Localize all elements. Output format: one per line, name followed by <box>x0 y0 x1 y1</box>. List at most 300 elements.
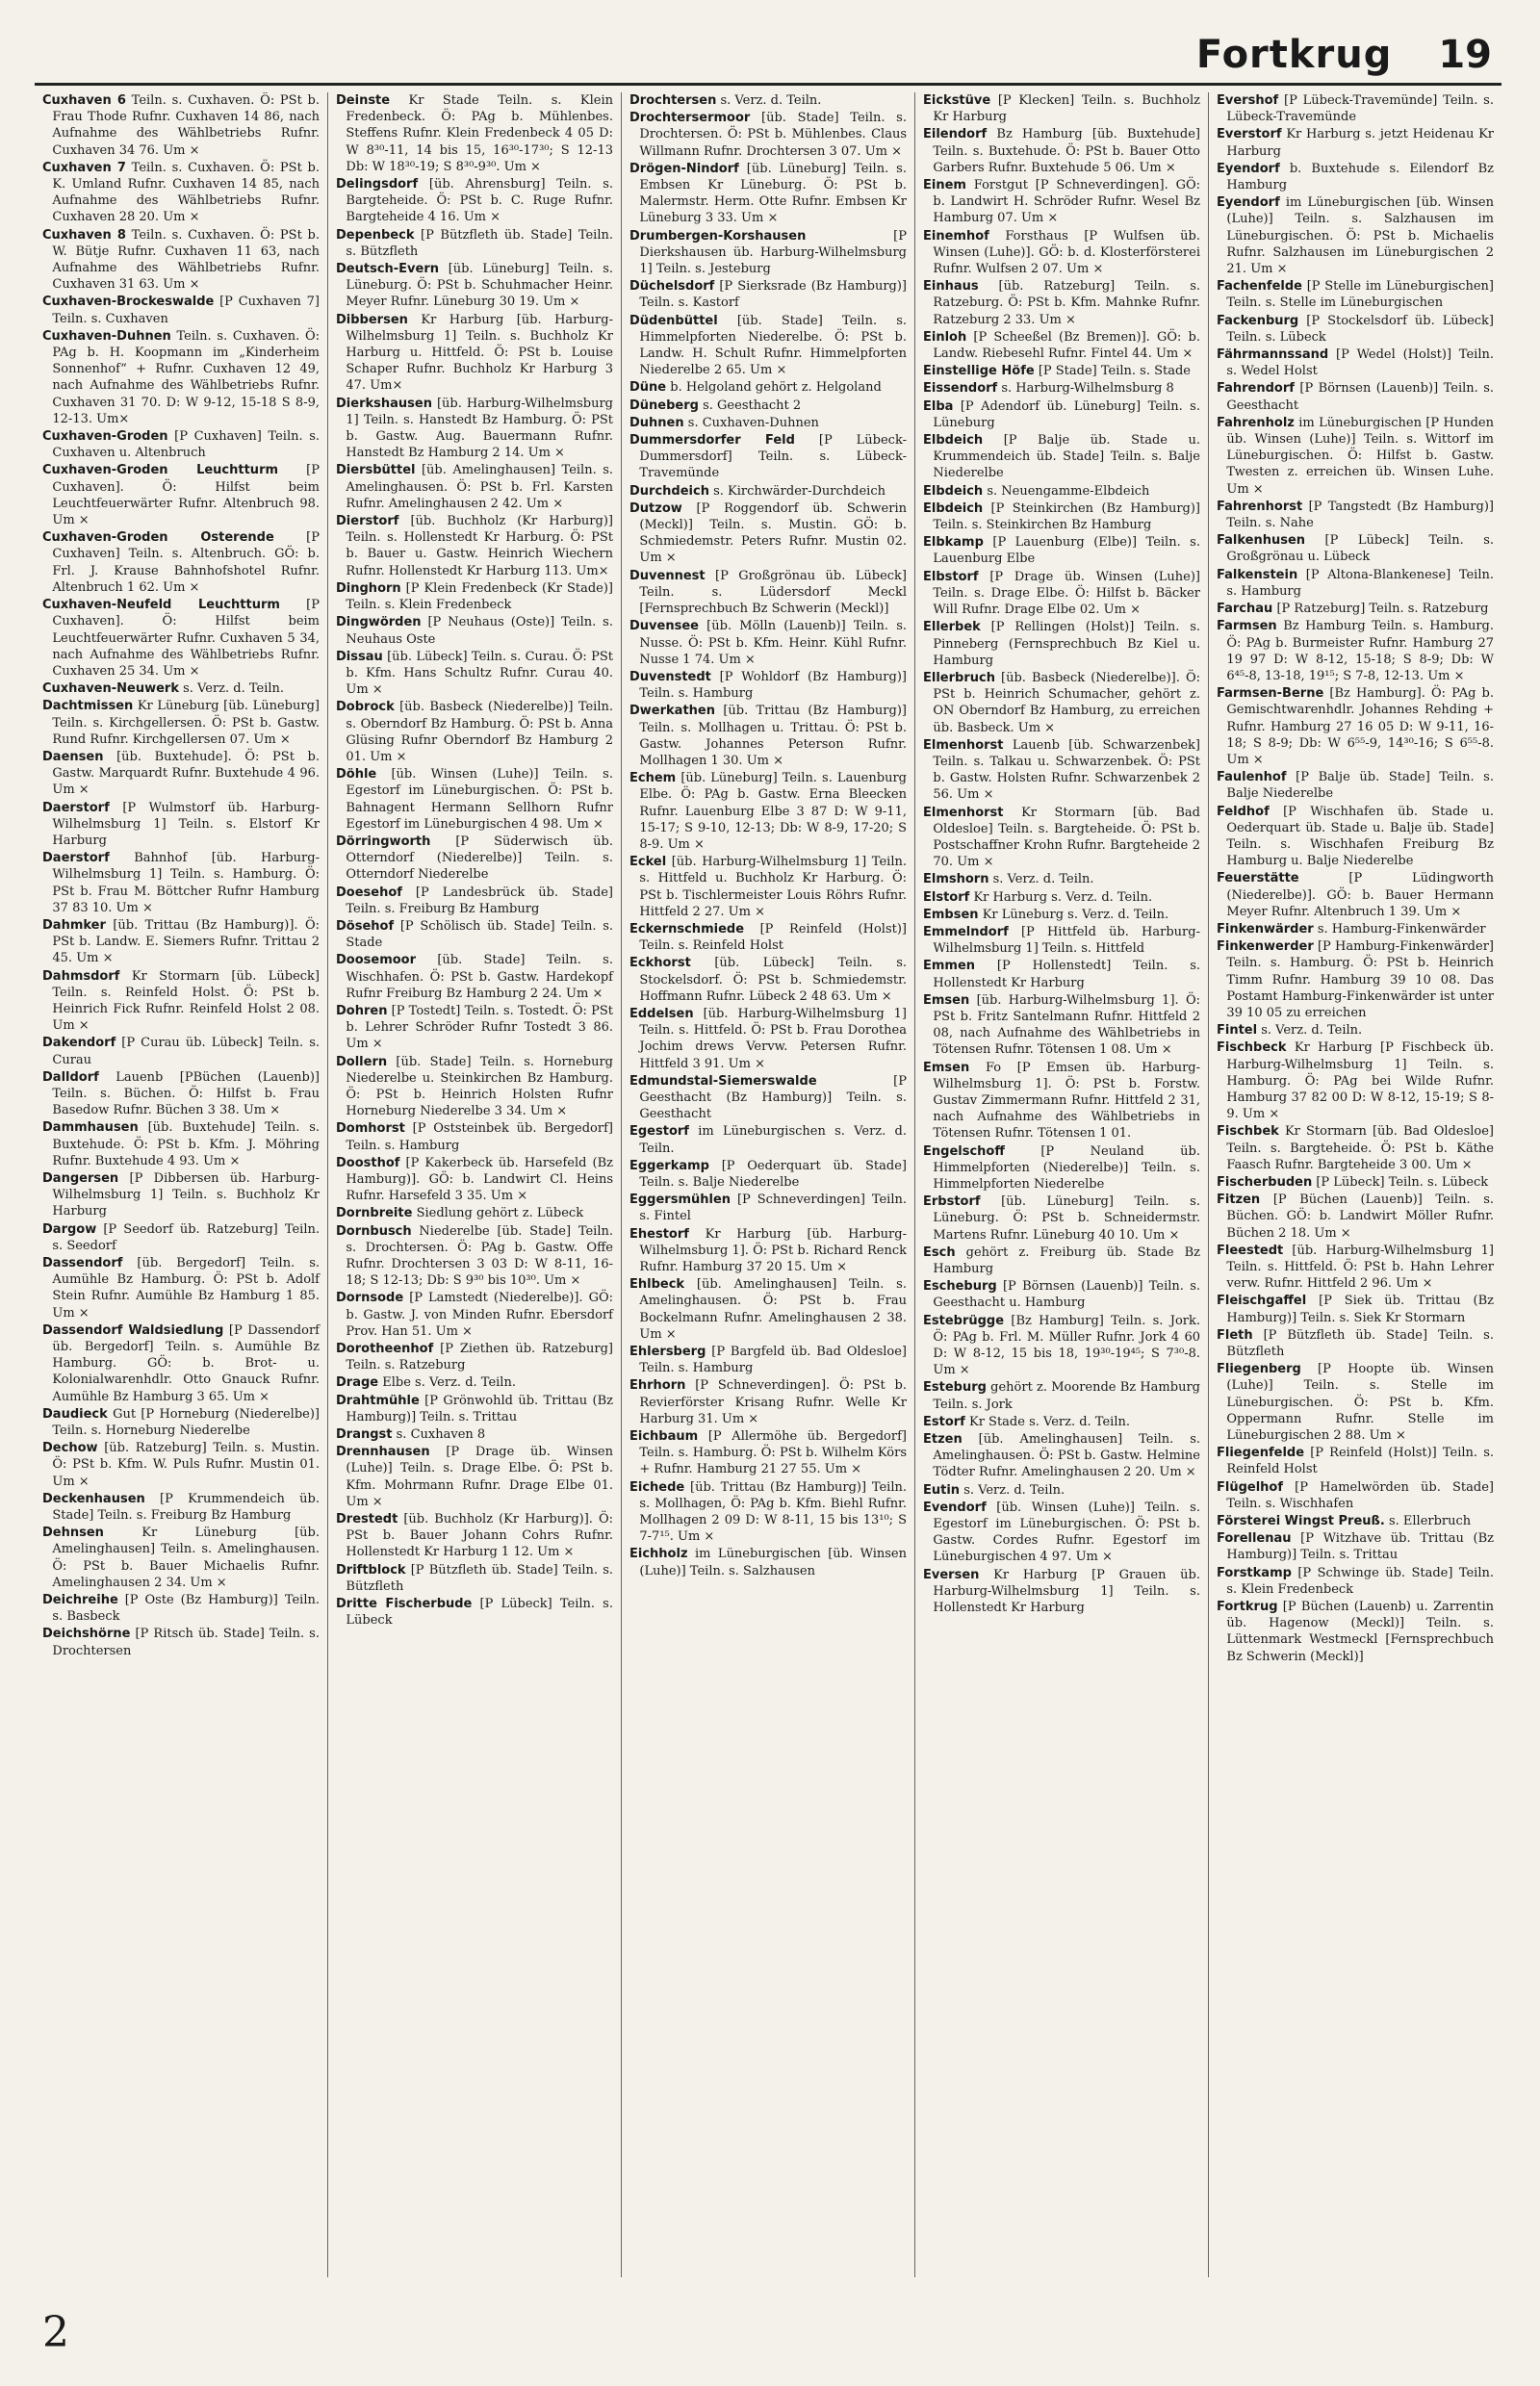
directory-entry <box>629 1377 907 1427</box>
directory-entry <box>629 618 907 668</box>
entry-details: Kr Lüneburg [üb. Amelinghausen] Teiln. s. Amelinghausen. Ö: PSt b. Bauer Michaelis Rufnr. Amelinghausen 2 34. Um × <box>52 1526 320 1590</box>
page-number: 19 <box>1438 33 1492 77</box>
entry-place-name: Duvenstedt <box>629 669 711 684</box>
entry-place-name: Eissendorf <box>923 381 998 397</box>
entry-details: [üb. Lübeck] Teiln. s. Curau. Ö: PSt b. Kfm. Hans Schultz Rufnr. Curau 40. Um × <box>346 649 613 698</box>
directory-entry <box>923 534 1200 567</box>
entry-place-name: Elbstorf <box>923 569 979 584</box>
entry-details: [P Lübeck-Travemünde] Teiln. s. Lübeck-Travemünde <box>1226 93 1494 125</box>
directory-entry <box>42 698 320 748</box>
entry-place-name: Eggersmühlen <box>629 1193 732 1208</box>
entry-place-name: Engelschoff <box>923 1143 1005 1159</box>
entry-place-name: Elba <box>923 398 954 414</box>
directory-entry <box>923 228 1200 278</box>
entry-place-name: Emsen <box>923 992 970 1008</box>
directory-entry <box>629 415 907 431</box>
entry-place-name: Döhle <box>336 767 377 783</box>
entry-details: [üb. Lüneburg] Teiln. s. Lüneburg. Ö: PSt b. Schuhmacher Heinr. Meyer Rufnr. Lüneburg 30 19. Um × <box>346 262 613 310</box>
directory-entry <box>629 921 907 954</box>
directory-entry <box>1217 313 1494 346</box>
directory-entry <box>1217 567 1494 600</box>
entry-details: Kr Stormarn [üb. Bad Oldesloe] Teiln. s. Bargteheide. Ö: PSt b. Postschaffner Krohn Rufnr. Bargteheide 2 70. Um × <box>933 805 1200 870</box>
entry-details: b. Helgoland gehört z. Helgoland <box>670 380 882 396</box>
directory-entry <box>1217 1445 1494 1477</box>
directory-entry <box>923 1414 1200 1430</box>
entry-place-name: Eddelsen <box>629 1006 694 1021</box>
entry-details: [P Wischhafen üb. Stade u. Oederquart üb. Stade u. Balje üb. Stade] Teiln. s. Wischhafen Freiburg Bz Hamburg u. Balje Niederelbe <box>1226 804 1494 869</box>
directory-entry <box>923 398 1200 431</box>
entry-details: [P Kakerbeck üb. Harsefeld (Bz Hamburg)]. GÖ: b. Landwirt Cl. Heins Rufnr. Harsefeld 3 35. Um × <box>346 1155 613 1204</box>
entry-details: [P Steinkirchen (Bz Hamburg)] Teiln. s. Steinkirchen Bz Hamburg <box>933 500 1200 533</box>
entry-place-name: Elstorf <box>923 889 970 905</box>
directory-entry <box>923 483 1200 500</box>
entry-details: s. Verz. d. Teiln. <box>1261 1023 1363 1039</box>
directory-entry <box>336 834 613 884</box>
entry-place-name: Duhnen <box>629 415 684 430</box>
entry-details: [P Curau üb. Lübeck] Teiln. s. Curau <box>52 1036 320 1067</box>
entry-place-name: Falkenstein <box>1217 567 1298 582</box>
entry-place-name: Fischerbuden <box>1217 1175 1313 1190</box>
entry-place-name: Emsen <box>923 1060 970 1075</box>
directory-entry <box>629 1344 907 1376</box>
entry-place-name: Dinghorn <box>336 580 401 596</box>
directory-entry <box>629 955 907 1005</box>
entry-place-name: Drennhausen <box>336 1445 430 1460</box>
entry-details: Kr Lüneburg s. Verz. d. Teiln. <box>982 907 1169 922</box>
entry-place-name: Cuxhaven 6 <box>42 93 126 108</box>
entry-place-name: Diersbüttel <box>336 463 416 478</box>
entry-details: [P Ritsch üb. Stade] Teiln. s. Drochtersen <box>52 1627 320 1658</box>
entry-place-name: Drumbergen-Korshausen <box>629 228 807 244</box>
directory-entry <box>923 92 1200 125</box>
entry-place-name: Faulenhof <box>1217 770 1287 785</box>
directory-entry <box>336 1596 613 1629</box>
entry-place-name: Düne <box>629 380 667 396</box>
entry-place-name: Cuxhaven-Groden <box>42 429 168 445</box>
entry-place-name: Eckernschmiede <box>629 921 745 936</box>
directory-entry <box>336 176 613 226</box>
entry-details: Teiln. s. Cuxhaven. Ö: PSt b. Frau Thode Rufnr. Cuxhaven 14 86, nach Aufnahme des Wählbetriebs Rufnr. Cuxhaven 34 76. Um × <box>52 93 320 158</box>
directory-entry <box>629 1479 907 1546</box>
entry-details: [P Stade] Teiln. s. Stade <box>1038 364 1192 379</box>
entry-place-name: Depenbeck <box>336 227 415 243</box>
entry-place-name: Eichholz <box>629 1547 688 1562</box>
directory-entry <box>336 1003 613 1053</box>
entry-details: Elbe s. Verz. d. Teiln. <box>382 1375 516 1391</box>
entry-details: Teiln. s. Cuxhaven. Ö: PAg b. H. Koopmann im „Kinderheim Sonnenhof“ + Rufnr. Cuxhaven 12 49, nach Aufnahme des Wählbetriebs Rufnr. Cuxhaven 31 70. D: W 9-12, 15-18 S 8-9, 12-13. Um× <box>52 328 320 426</box>
entry-place-name: Flügelhof <box>1217 1479 1284 1495</box>
entry-details: [üb. Basbeck (Niederelbe)] Teiln. s. Oberndorf Bz Hamburg. Ö: PSt b. Anna Glüsing Rufnr Oberndorf Bz Hamburg 2 01. Um × <box>346 700 613 764</box>
directory-entry <box>1217 1174 1494 1191</box>
directory-entry <box>923 992 1200 1059</box>
directory-entry <box>336 396 613 462</box>
entry-details: [P Börnsen (Lauenb)] Teiln. s. Geesthacht <box>1226 381 1495 413</box>
directory-entry <box>923 1060 1200 1142</box>
directory-entry <box>42 294 320 326</box>
entry-place-name: Escheburg <box>923 1279 997 1295</box>
entry-place-name: Forellenau <box>1217 1531 1292 1547</box>
entry-place-name: Eyendorf <box>1217 195 1280 211</box>
entry-details: [P Witzhave üb. Trittau (Bz Hamburg)] Teiln. s. Trittau <box>1226 1531 1494 1563</box>
entry-details: [P Lübeck] Teiln. s. Großgrönau u. Lübeck <box>1226 533 1494 565</box>
entry-place-name: Elmenhorst <box>923 737 1004 753</box>
directory-entry <box>336 261 613 311</box>
directory-entry <box>1217 685 1494 768</box>
entry-details: [P Krummendeich üb. Stade] Teiln. s. Freiburg Bz Hamburg <box>52 1491 320 1524</box>
entry-details: [P Cuxhaven]. Ö: Hilfst beim Leuchtfeuerwärter Rufnr. Altenbruch 98. Um × <box>52 463 320 528</box>
directory-entry <box>42 680 320 697</box>
entry-place-name: Drochtersermoor <box>629 111 751 126</box>
entry-place-name: Embsen <box>923 907 979 922</box>
directory-entry <box>42 917 320 967</box>
directory-entry <box>629 568 907 618</box>
entry-place-name: Cuxhaven-Brockeswalde <box>42 295 215 310</box>
entry-place-name: Emmelndorf <box>923 924 1009 939</box>
entry-details: s. Ellerbruch <box>1388 1514 1472 1529</box>
entry-place-name: Försterei Wingst Preuß. <box>1217 1514 1385 1529</box>
entry-place-name: Ellerbruch <box>923 670 995 685</box>
entry-details: Fo [P Emsen üb. Harburg-Wilhelmsburg 1]. Ö: PSt b. Forstw. Gustav Zimmermann Rufnr. Hittfeld 2 31, nach Aufnahme des Wählbetriebs in Tötensen Rufnr. Tötensen 1 01. <box>933 1060 1200 1142</box>
entry-details: [üb. Ratzeburg] Teiln. s. Mustin. Ö: PSt b. Kfm. W. Puls Rufnr. Mustin 01. Um × <box>52 1441 320 1489</box>
entry-details: [üb. Amelinghausen] Teiln. s. Amelinghausen. Ö: PSt b. Gastw. Helmine Tödter Rufnr. Amelinghausen 2 20. Um × <box>933 1432 1200 1480</box>
entry-details: [P Tostedt] Teiln. s. Tostedt. Ö: PSt b. Lehrer Schröder Rufnr Tostedt 3 86. Um × <box>346 1003 613 1052</box>
directory-entry <box>42 1626 320 1658</box>
directory-entry <box>629 1158 907 1191</box>
entry-details: [P Wedel (Holst)] Teiln. s. Wedel Holst <box>1226 347 1494 379</box>
directory-entry <box>923 329 1200 362</box>
directory-entry <box>923 363 1200 379</box>
entry-place-name: Dingwörden <box>336 615 422 630</box>
entry-details: Kr Harburg [P Grauen üb. Harburg-Wilhelmsburg 1] Teiln. s. Hollenstedt Kr Harburg <box>933 1567 1201 1616</box>
entry-place-name: Estebrügge <box>923 1313 1005 1328</box>
entry-place-name: Elmshorn <box>923 872 989 887</box>
entry-details: [P Schwinge üb. Stade] Teiln. s. Klein Fredenbeck <box>1226 1565 1494 1597</box>
entry-details: [üb. Stade] Teiln. s. Drochtersen. Ö: PSt b. Mühlenbes. Claus Willmann Rufnr. Drochtersen 3 07. Um × <box>639 111 907 159</box>
entry-place-name: Dörringworth <box>336 834 431 849</box>
entry-place-name: Dalldorf <box>42 1069 99 1085</box>
entry-details: [P Landesbrück üb. Stade] Teiln. s. Freiburg Bz Hamburg <box>346 885 613 916</box>
entry-details: [P Schölisch üb. Stade] Teiln. s. Stade <box>346 918 614 951</box>
entry-place-name: Dwerkathen <box>629 704 715 719</box>
entry-place-name: Cuxhaven-Duhnen <box>42 328 171 344</box>
entry-place-name: Dangersen <box>42 1171 119 1186</box>
entry-details: [Bz Hamburg]. Ö: PAg b. Gemischtwarenhdlr. Johannes Rehding + Rufnr. Hamburg 27 16 05 D: W 9-11, 16-18; S 8-9; Db: W 6⁵⁵-9, 14³⁰-16; S 6⁵⁵-8. Um × <box>1226 686 1495 767</box>
entry-place-name: Dehnsen <box>42 1526 104 1541</box>
directory-entry <box>1217 1123 1494 1173</box>
entry-details: [P Hamburg-Finkenwärder] Teiln. s. Hamburg. Ö: PSt b. Heinrich Timm Rufnr. Hamburg 39 10 08. Das Postamt Hamburg-Finkenwärder ist unter 39 10 05 zu erreichen <box>1226 939 1494 1020</box>
directory-entry <box>629 1123 907 1156</box>
entry-details: Lauenb [üb. Schwarzenbek] Teiln. s. Talkau u. Schwarzenbek. Ö: PSt b. Gastw. Holsten Rufnr. Schwarzenbek 2 56. Um × <box>933 737 1200 803</box>
directory-entry <box>629 770 907 853</box>
entry-place-name: Elbdeich <box>923 500 984 516</box>
directory-entry <box>336 1426 613 1443</box>
entry-details: [P Neuhaus (Oste)] Teiln. s. Neuhaus Oste <box>346 615 613 647</box>
entry-place-name: Eickstüve <box>923 93 991 108</box>
entry-details: [P Drage üb. Winsen (Luhe)] Teiln. s. Drage Elbe. Ö: PSt b. Kfm. Mohrmann Rufnr. Drage Elbe 01. Um × <box>346 1445 613 1509</box>
directory-entry <box>1217 532 1494 565</box>
directory-entry <box>42 529 320 596</box>
entry-details: Forsthaus [P Wulfsen üb. Winsen (Luhe)]. GÖ: b. d. Klosterförsterei Rufnr. Wulfsen 2 07. Um × <box>933 228 1200 277</box>
entry-details: [Bz Hamburg] Teiln. s. Jork. Ö: PAg b. Frl. M. Müller Rufnr. Jork 4 60 D: W 8-12, 15 bis 18, 19³⁰-19⁴⁵; S 7³⁰-8. Um × <box>933 1313 1200 1378</box>
entry-place-name: Elbkamp <box>923 535 984 551</box>
entry-details: [P Lamstedt (Niederelbe)]. GÖ: b. Gastw. J. von Minden Rufnr. Ebersdorf Prov. Han 51. Um × <box>346 1291 613 1339</box>
entry-place-name: Finkenwerder <box>1217 939 1314 955</box>
entry-details: [P Oste (Bz Hamburg)] Teiln. s. Basbeck <box>52 1593 320 1625</box>
entry-place-name: Dritte Fischerbude <box>336 1597 473 1612</box>
entry-place-name: Eichbaum <box>629 1429 699 1445</box>
entry-details: [P Klein Fredenbeck (Kr Stade)] Teiln. s. Klein Fredenbeck <box>346 580 613 613</box>
directory-entry <box>336 580 613 613</box>
entry-details: s. Verz. d. Teiln. <box>720 93 822 108</box>
entry-place-name: Dakendorf <box>42 1036 116 1051</box>
entry-place-name: Daudieck <box>42 1406 108 1422</box>
directory-entry <box>336 1341 613 1373</box>
entry-details: [üb. Mölln (Lauenb)] Teiln. s. Nusse. Ö: PSt b. Kfm. Heinr. Kühl Rufnr. Nusse 1 74. Um × <box>639 619 908 667</box>
directory-entry <box>42 968 320 1035</box>
column-5 <box>1209 92 1502 2277</box>
entry-place-name: Dechow <box>42 1441 98 1456</box>
entry-place-name: Elbdeich <box>923 433 984 449</box>
directory-entry <box>1217 1361 1494 1444</box>
entry-place-name: Dassendorf <box>42 1256 123 1271</box>
entry-details: [P Hamelwörden üb. Stade] Teiln. s. Wischhafen <box>1226 1479 1494 1511</box>
entry-place-name: Fliegenberg <box>1217 1362 1301 1377</box>
entry-place-name: Düdenbüttel <box>629 313 718 328</box>
entry-details: [P Lübeck] Teiln. s. Lübeck <box>346 1597 613 1629</box>
entry-place-name: Drangst <box>336 1427 393 1443</box>
entry-details: s. Kirchwärder-Durchdeich <box>713 483 886 499</box>
directory-entry <box>336 1511 613 1561</box>
directory-entry <box>629 1428 907 1478</box>
entry-place-name: Einstellige Höfe <box>923 364 1035 379</box>
entry-place-name: Elbdeich <box>923 483 984 499</box>
entry-details: im Lüneburgischen [üb. Winsen (Luhe)] Teiln. s. Salzhausen <box>639 1547 907 1578</box>
directory-entry <box>1217 1565 1494 1598</box>
entry-place-name: Einemhof <box>923 228 989 244</box>
entry-details: [üb. Harburg-Wilhelmsburg 1] Teiln. s. Hittfeld u. Buchholz Kr Harburg. Ö: PSt b. Tischlermeister Louis Röhrs Rufnr. Hittfeld 2 27. Um × <box>639 855 907 919</box>
directory-entry <box>42 1221 320 1254</box>
entry-place-name: Duvennest <box>629 568 706 583</box>
entry-details: [üb. Harburg-Wilhelmsburg 1] Teiln. s. Hittfeld. Ö: PSt b. Hahn Lehrer verw. Rufnr. Hittfeld 2 96. Um × <box>1226 1243 1494 1292</box>
entry-details: [üb. Stade] Teiln. s. Horneburg Niederelbe u. Steinkirchen Bz Hamburg. Ö: PSt b. Heinrich Holsten Rufnr Horneburg Niederelbe 3 34. Um × <box>346 1054 613 1119</box>
directory-entry <box>1217 499 1494 531</box>
column-1 <box>35 92 328 2277</box>
entry-place-name: Fliegenfelde <box>1217 1446 1305 1461</box>
directory-entry <box>629 1546 907 1578</box>
entry-place-name: Eichede <box>629 1479 685 1495</box>
directory-entry <box>923 278 1200 328</box>
entry-details: [üb. Buxtehude]. Ö: PSt b. Gastw. Marquardt Rufnr. Buxtehude 4 96. Um × <box>52 749 321 798</box>
entry-place-name: Dissau <box>336 649 383 664</box>
entry-details: [P Dibbersen üb. Harburg-Wilhelmsburg 1] Teiln. s. Buchholz Kr Harburg <box>52 1171 320 1219</box>
entry-place-name: Eckel <box>629 855 667 870</box>
entry-details: Gut [P Horneburg (Niederelbe)] Teiln. s. Horneburg Niederelbe <box>52 1406 320 1439</box>
entry-place-name: Esteburg <box>923 1380 987 1396</box>
entry-details: s. Geesthacht 2 <box>703 398 802 413</box>
entry-place-name: Dornbusch <box>336 1223 412 1239</box>
entry-details: [P Süderwisch üb. Otterndorf (Niederelbe)] Teiln. s. Otterndorf Niederelbe <box>346 834 613 883</box>
entry-place-name: Echem <box>629 771 677 786</box>
entry-place-name: Dachtmissen <box>42 699 134 714</box>
directory-entry <box>42 850 320 916</box>
directory-entry <box>336 312 613 395</box>
entry-details: Kr Harburg s. Verz. d. Teiln. <box>973 889 1153 905</box>
entry-details: [P Balje üb. Stade u. Krummendeich üb. Stade] Teiln. s. Balje Niederelbe <box>933 433 1200 481</box>
entry-place-name: Erbstorf <box>923 1194 981 1210</box>
entry-place-name: Ehrhorn <box>629 1378 686 1394</box>
directory-entry <box>1217 1293 1494 1325</box>
directory-entry <box>336 227 613 260</box>
directory-entry <box>629 161 907 227</box>
entry-place-name: Deckenhausen <box>42 1491 145 1506</box>
entry-place-name: Everstorf <box>1217 127 1282 142</box>
entry-place-name: Eyendorf <box>1217 161 1280 176</box>
directory-entry <box>1217 769 1494 802</box>
entry-place-name: Feldhof <box>1217 804 1270 819</box>
entry-place-name: Ehlbeck <box>629 1277 685 1293</box>
entry-place-name: Düneberg <box>629 398 699 413</box>
directory-entry <box>1217 126 1494 159</box>
entry-place-name: Falkenhusen <box>1217 533 1306 549</box>
entry-details: [üb. Amelinghausen] Teiln. s. Amelinghausen. Ö: PSt b. Frl. Karsten Rufnr. Amelinghausen 2 42. Um × <box>346 463 613 511</box>
entry-details: [P Scheeßel (Bz Bremen)]. GÖ: b. Landw. Riebesehl Rufnr. Fintel 44. Um × <box>933 329 1200 362</box>
directory-entry <box>629 92 907 109</box>
entry-details: [P Ratzeburg] Teiln. s. Ratzeburg <box>1276 602 1489 617</box>
entry-place-name: Deichshörne <box>42 1627 131 1642</box>
directory-entry <box>923 569 1200 619</box>
entry-details: [üb. Trittau (Bz Hamburg)] Teiln. s. Mollhagen u. Trittau. Ö: PSt b. Gastw. Johannes Peterson Rufnr. Mollhagen 1 30. Um × <box>639 704 907 768</box>
entry-details: [P Büchen (Lauenb)] Teiln. s. Büchen. GÖ: b. Landwirt Möller Rufnr. Büchen 2 18. Um × <box>1226 1193 1494 1241</box>
directory-entry <box>336 1155 613 1205</box>
directory-entry <box>1217 1192 1494 1242</box>
directory-entry <box>1217 804 1494 870</box>
directory-entry <box>1217 1243 1494 1293</box>
entry-details: [P Roggendorf üb. Schwerin (Meckl)] Teiln. s. Mustin. GÖ: b. Schmiedemstr. Peters Rufnr. Mustin 02. Um × <box>639 500 907 566</box>
entry-details: Kr Harburg [P Fischbeck üb. Harburg-Wilhelmsburg 1] Teiln. s. Hamburg. Ö: PAg bei Wilde Rufnr. Hamburg 37 82 00 D: W 8-12, 15-19; S 8-9. Um × <box>1226 1040 1494 1122</box>
directory-entry <box>336 766 613 833</box>
entry-details: Lauenb [PBüchen (Lauenb)] Teiln. s. Büchen. Ö: Hilfst b. Frau Basedow Rufnr. Büchen 3 38. Um × <box>52 1069 320 1118</box>
entry-place-name: Dierstorf <box>336 514 399 529</box>
directory-entry <box>336 462 613 512</box>
directory-entry <box>923 1482 1200 1499</box>
directory-entry <box>336 1120 613 1153</box>
directory-entry <box>42 1170 320 1220</box>
entry-place-name: Fährmannssand <box>1217 347 1329 363</box>
entry-place-name: Dibbersen <box>336 312 408 327</box>
entry-place-name: Dahmsdorf <box>42 968 120 984</box>
entry-place-name: Deutsch-Evern <box>336 262 440 277</box>
entry-details: [P Oederquart üb. Stade] Teiln. s. Balje Niederelbe <box>639 1158 907 1190</box>
directory-entry <box>923 500 1200 533</box>
directory-entry <box>629 854 907 920</box>
column-2 <box>328 92 622 2277</box>
entry-details: Teiln. s. Cuxhaven. Ö: PSt b. W. Bütje Rufnr. Cuxhaven 11 63, nach Aufnahme des Wählbetriebs Rufnr. Cuxhaven 31 63. Um × <box>52 227 320 293</box>
entry-details: [üb. Bergedorf] Teiln. s. Aumühle Bz Hamburg. Ö: PSt b. Adolf Stein Rufnr. Aumühle Bz Hamburg 1 85. Um × <box>52 1256 320 1321</box>
entry-details: [P Stockelsdorf üb. Lübeck] Teiln. s. Lübeck <box>1226 313 1494 345</box>
directory-entry <box>1217 1039 1494 1122</box>
entry-details: [üb. Buchholz (Kr Harburg)]. Ö: PSt b. Bauer Johann Cohrs Rufnr. Hollenstedt Kr Harburg 1 12. Um × <box>346 1512 613 1560</box>
entry-details: [P Ziethen üb. Ratzeburg] Teiln. s. Ratzeburg <box>346 1342 613 1373</box>
entry-place-name: Fahrenholz <box>1217 415 1295 430</box>
directory-entry <box>629 1006 907 1072</box>
entry-details: [P Drage üb. Winsen (Luhe)] Teiln. s. Drage Elbe. Ö: Hilfst b. Bäcker Will Rufnr. Drage Elbe 02. Um × <box>933 569 1200 618</box>
directory-entry <box>42 92 320 159</box>
directory-entry <box>923 907 1200 923</box>
entry-place-name: Dierkshausen <box>336 396 432 411</box>
directory-entry <box>1217 92 1494 125</box>
entry-details: [üb. Amelinghausen] Teiln. s. Amelinghausen. Ö: PSt b. Frau Bockelmann Rufnr. Amelinghausen 2 38. Um × <box>639 1277 907 1342</box>
directory-entry <box>1217 1327 1494 1360</box>
directory-entry <box>923 805 1200 871</box>
entry-details: [üb. Stade] Teiln. s. Himmelpforten Niederelbe. Ö: PSt b. Landw. H. Schult Rufnr. Himmelpforten Niederelbe 2 65. Um × <box>639 313 907 378</box>
directory-entry <box>629 669 907 702</box>
directory-entry <box>336 1223 613 1290</box>
entry-details: [P Büchen (Lauenb) u. Zarrentin üb. Hagenow (Meckl)] Teiln. s. Lüttenmark Westmeckl [Fernsprechbuch Bz Schwerin (Meckl)] <box>1226 1600 1494 1664</box>
directory-entry <box>336 1205 613 1221</box>
directory-entry <box>1217 415 1494 498</box>
entry-details: [üb. Ratzeburg] Teiln. s. Ratzeburg. Ö: PSt b. Kfm. Mahnke Rufnr. Ratzeburg 2 33. Um × <box>933 279 1200 327</box>
directory-entry <box>42 428 320 461</box>
entry-details: s. Verz. d. Teiln. <box>963 1482 1065 1498</box>
directory-entry <box>42 597 320 680</box>
entry-details: im Lüneburgischen s. Verz. d. Teiln. <box>639 1124 907 1156</box>
entry-place-name: Etzen <box>923 1432 962 1448</box>
entry-place-name: Dahmker <box>42 917 106 933</box>
entry-details: Teiln. s. Cuxhaven. Ö: PSt b. K. Umland Rufnr. Cuxhaven 14 85, nach Aufnahme des Wählbetriebs Rufnr. Cuxhaven 28 20. Um × <box>52 160 320 225</box>
directory-entry <box>42 1119 320 1169</box>
entry-details: [P Wulmstorf üb. Harburg-Wilhelmsburg 1] Teiln. s. Elstorf Kr Harburg <box>52 800 320 848</box>
entry-details: [üb. Lüneburg] Teiln. s. Lauenburg Elbe. Ö: PAg b. Gastw. Erna Bleecken Rufnr. Lauenburg Elbe 3 87 D: W 9-11, 15-17; S 9-10, 12-13; Db: W 8-9, 17-20; S 8-9. Um × <box>639 771 907 852</box>
directory-entry <box>336 1290 613 1340</box>
entry-details: Kr Stormarn [üb. Bad Oldesloe] Teiln. s. Bargteheide. Ö: PSt b. Käthe Faasch Rufnr. Bargteheide 3 00. Um × <box>1226 1124 1494 1172</box>
entry-place-name: Fachenfelde <box>1217 279 1302 295</box>
directory-entry <box>42 160 320 226</box>
directory-entry <box>629 432 907 482</box>
entry-place-name: Estorf <box>923 1414 965 1429</box>
entry-place-name: Daerstorf <box>42 800 110 815</box>
directory-entry <box>42 328 320 427</box>
directory-entry <box>629 1073 907 1123</box>
entry-details: [P Siek üb. Trittau (Bz Hamburg)] Teiln. s. Siek Kr Stormarn <box>1226 1294 1494 1325</box>
entry-place-name: Daerstorf <box>42 851 110 866</box>
entry-place-name: Daensen <box>42 749 104 764</box>
entry-details: s. Harburg-Wilhelmsburg 8 <box>1001 381 1174 397</box>
entry-place-name: Deinste <box>336 93 391 108</box>
directory-entry <box>923 1567 1200 1617</box>
directory-entry <box>336 699 613 765</box>
entry-place-name: Finkenwärder <box>1217 921 1314 936</box>
entry-details: [P Wohldorf (Bz Hamburg)] Teiln. s. Hamburg <box>639 669 907 702</box>
entry-place-name: Egestorf <box>629 1124 689 1140</box>
entry-details: [P Seedorf üb. Ratzeburg] Teiln. s. Seedorf <box>52 1221 320 1253</box>
entry-place-name: Farchau <box>1217 602 1273 617</box>
directory-entry <box>923 432 1200 482</box>
entry-details: [üb. Harburg-Wilhelmsburg 1] Teiln. s. Hittfeld. Ö: PSt b. Frau Dorothea Jochim drews Vervw. Petersen Rufnr. Hittfeld 3 91. Um × <box>639 1006 908 1071</box>
directory-entry <box>336 1562 613 1595</box>
entry-place-name: Fischbek <box>1217 1124 1279 1140</box>
entry-details: [P Cuxhaven] Teiln. s. Altenbruch. GÖ: b. Frl. J. Krause Bahnhofshotel Rufnr. Altenbruch 1 62. Um × <box>52 530 320 595</box>
entry-place-name: Ellerbek <box>923 620 981 635</box>
entry-place-name: Deichreihe <box>42 1593 118 1608</box>
entry-place-name: Domhorst <box>336 1121 405 1137</box>
entry-details: [P Balje üb. Stade] Teiln. s. Balje Niederelbe <box>1226 770 1494 802</box>
directory-entry <box>42 1255 320 1321</box>
entry-place-name: Duvensee <box>629 619 699 634</box>
entry-place-name: Eutin <box>923 1482 961 1498</box>
entry-place-name: Dargow <box>42 1221 97 1237</box>
entry-place-name: Feuerstätte <box>1217 871 1299 886</box>
entry-place-name: Drage <box>336 1375 379 1391</box>
